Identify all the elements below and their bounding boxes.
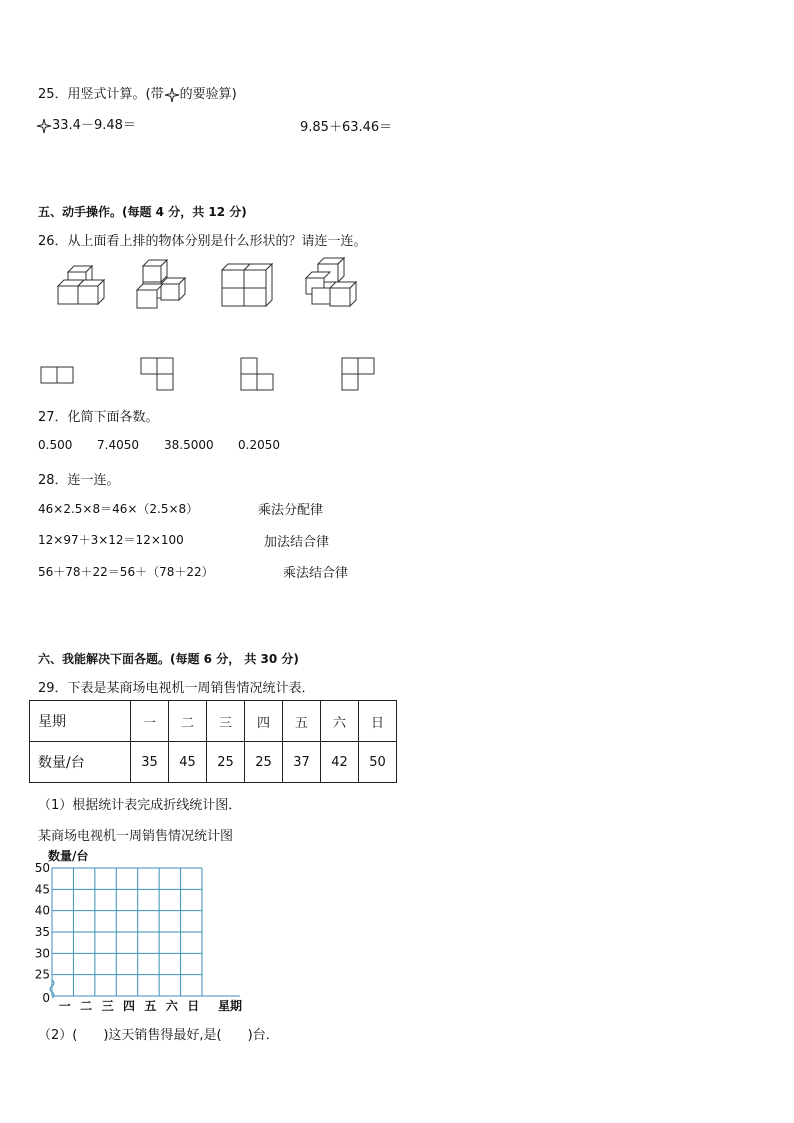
top-view-1: [41, 367, 73, 383]
x-tick-label: 一: [58, 999, 71, 1013]
q28-expr-2: 12×97＋3×12＝12×100: [38, 533, 184, 547]
q28-expr-3: 56＋78＋22＝56＋（78＋22）: [38, 565, 214, 579]
table-cell-count: 37: [283, 742, 321, 783]
q25-title: [38, 83, 237, 103]
q27-number-3: 38.5000: [164, 438, 214, 452]
q28-law-2: 加法结合律: [264, 535, 330, 550]
y-tick-label: 0: [42, 991, 50, 1005]
q27-number-4: 0.2050: [238, 438, 280, 452]
q26-prompt: 26．从上面看上排的物体分别是什么形状的？请连一连。: [38, 234, 367, 249]
sales-table: [29, 700, 397, 783]
q25-title-end: 的要验算): [179, 87, 237, 102]
cube-figure-3: [222, 264, 272, 306]
q28-expr-1: 46×2.5×8＝46×（2.5×8）: [38, 502, 199, 516]
y-tick-label: 40: [34, 903, 50, 918]
chart-xlabel: 星期: [218, 999, 243, 1013]
q28-prompt: 28．连一连。: [38, 473, 120, 488]
table-cell-day: 日: [359, 701, 397, 742]
q29-prompt: 29．下表是某商场电视机一周销售情况统计表．: [38, 681, 315, 696]
table-cell-header: 星期: [30, 701, 131, 742]
q29-sub1: （1）根据统计表完成折线统计图．: [38, 798, 242, 813]
y-tick-label: 25: [34, 967, 50, 982]
table-cell-day: 六: [321, 701, 359, 742]
table-cell-count: 45: [169, 742, 207, 783]
q25-expr1: [36, 114, 136, 134]
y-tick-label: 45: [34, 882, 50, 897]
q25-expr1-text: 33.4－9.48＝: [52, 118, 136, 133]
table-cell-count: 35: [131, 742, 169, 783]
top-view-2: [141, 358, 173, 390]
q26-figures: [0, 250, 400, 400]
y-tick-label: 30: [34, 946, 50, 961]
x-tick-label: 四: [122, 999, 136, 1013]
line-chart: [0, 840, 300, 1020]
x-tick-label: 五: [144, 999, 157, 1013]
table-cell-day: 四: [245, 701, 283, 742]
q29-sub2: （2）( )这天销售得最好,是( )台．: [38, 1028, 279, 1043]
table-cell-count: 50: [359, 742, 397, 783]
q25-title-text: 25．用竖式计算。(带: [38, 87, 164, 102]
x-tick-label: 三: [101, 999, 114, 1013]
q27-number-2: 7.4050: [97, 438, 139, 452]
top-view-3: [241, 358, 273, 390]
chart-title: 某商场电视机一周销售情况统计图: [38, 829, 234, 844]
chart-grid: [52, 868, 240, 996]
chart-y-ticks: [35, 861, 50, 1005]
q27-prompt: 27．化简下面各数。: [38, 410, 159, 425]
x-tick-label: 日: [187, 999, 200, 1013]
table-cell-day: 三: [207, 701, 245, 742]
top-view-4: [342, 358, 374, 390]
x-tick-label: 二: [80, 999, 93, 1013]
table-cell-day: 五: [283, 701, 321, 742]
table-row: [30, 701, 397, 742]
cube-figure-4: [306, 258, 356, 306]
table-row: [30, 742, 397, 783]
q28-law-1: 乘法分配律: [258, 503, 324, 518]
table-cell-count: 25: [245, 742, 283, 783]
cube-figure-2: [137, 260, 185, 308]
x-tick-label: 六: [165, 999, 178, 1013]
cube-figure-1: [58, 266, 104, 304]
star-icon: [36, 118, 52, 134]
q25-expr2: 9.85＋63.46＝: [300, 120, 393, 135]
chart-ylabel: 数量/台: [48, 849, 89, 863]
table-cell-header: 数量/台: [30, 742, 131, 783]
table-cell-day: 一: [131, 701, 169, 742]
q28-law-3: 乘法结合律: [283, 566, 349, 581]
y-tick-label: 50: [34, 861, 50, 875]
section6-heading: 六、我能解决下面各题。(每题 6 分， 共 30 分): [38, 652, 299, 666]
y-tick-label: 35: [34, 925, 50, 939]
table-cell-day: 二: [169, 701, 207, 742]
star-icon: [164, 87, 180, 103]
q27-number-1: 0.500: [38, 438, 73, 452]
section5-heading: 五、动手操作。(每题 4 分，共 12 分): [38, 205, 247, 219]
table-cell-count: 42: [321, 742, 359, 783]
chart-x-ticks: [59, 998, 200, 1013]
table-cell-count: 25: [207, 742, 245, 783]
